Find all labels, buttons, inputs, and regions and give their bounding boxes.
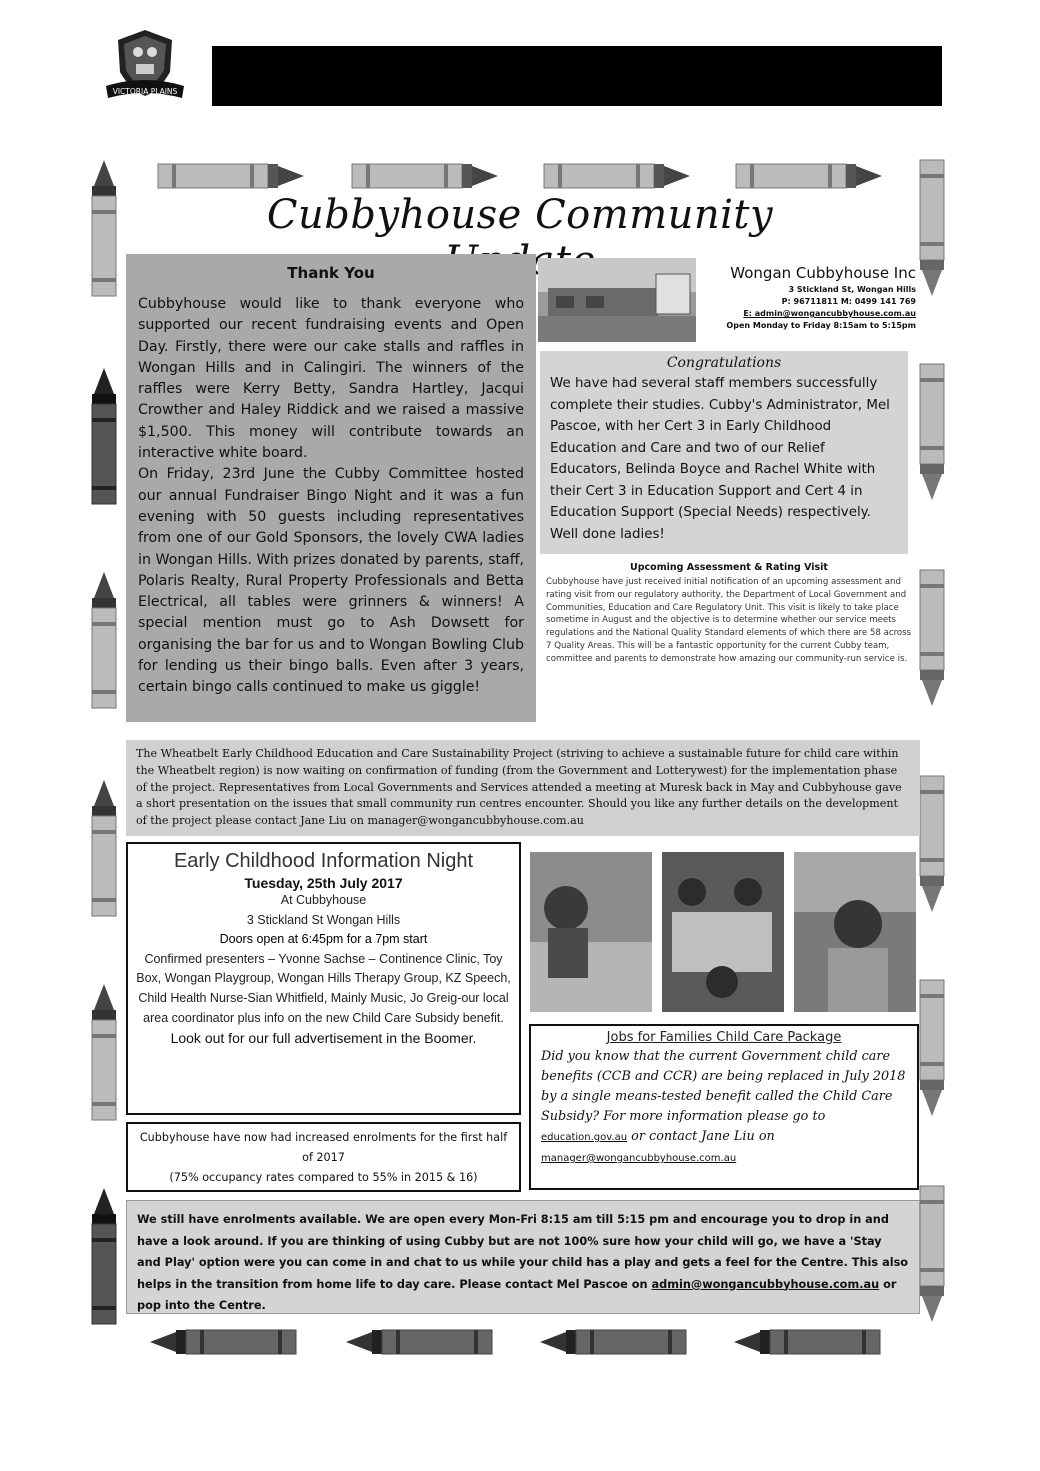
- jobs-for-families-box: [529, 1024, 919, 1190]
- jobs-body: [541, 1047, 907, 1169]
- org-email-link[interactable]: E: admin@wongancubbyhouse.com.au: [743, 309, 916, 318]
- photo-children-table: [662, 852, 784, 1012]
- page-title: Cubbyhouse Community: [266, 192, 774, 238]
- admin-email-link[interactable]: admin@wongancubbyhouse.com.au: [651, 1277, 880, 1291]
- congratulations-section: [540, 351, 908, 554]
- info-night-address: 3 Stickland St Wongan Hills: [246, 912, 401, 927]
- jobs-body-mid: or contact Jane Liu on: [631, 1129, 775, 1144]
- photo-child-drawing: [530, 852, 652, 1012]
- assessment-section: [546, 562, 912, 726]
- jobs-title: Jobs for Families Child Care Package: [606, 1030, 842, 1045]
- thank-you-para-2: On Friday, 23rd June the Cubby Committee hosted our annual Fundraiser Bingo Night and it was a fun evening with 50 guests including representatives from one of our Gold Sponsors, the lovely CWA ladies in Wongan Hills. With prizes donated by parents, staff, Polaris Realty, Rural Property Professionals and Betta Electrical, all tables were grinners & winners! A special mention must go to Ash Dowsett for organising the bar for us and to Wongan Bowling Club for lending us their bingo balls. Even after 3 years, certain bingo calls continued to make us giggle!: [138, 466, 524, 696]
- info-night-doors: Doors open at 6:45pm for a 7pm start: [219, 932, 428, 947]
- congratulations-body: We have had several staff members successfully complete their studies. Cubby's Administrator, Mel Pascoe, with her Cert 3 in Early Childhood Education and Care and two of our Relief Educators, Belinda Boyce and Rachel White with their Cert 3 in Education Support and Cert 4 in Education Support (Special Needs) respectively. Well done ladies!: [550, 376, 890, 542]
- info-night-footer: Look out for our full advertisement in the Boomer.: [170, 1030, 477, 1047]
- enrolments-available-section: [126, 1200, 920, 1314]
- manager-email-link[interactable]: manager@wongancubbyhouse.com.au: [541, 1153, 737, 1164]
- education-gov-link[interactable]: education.gov.au: [541, 1132, 628, 1143]
- info-night-title: Early Childhood Information Night: [173, 850, 474, 872]
- org-phone: P: 96711811 M: 0499 141 769: [781, 297, 916, 306]
- photo-child-playing: [794, 852, 916, 1012]
- info-night-venue: At Cubbyhouse: [280, 893, 367, 907]
- info-night-presenters: Confirmed presenters – Yvonne Sachse – Continence Clinic, Toy Box, Wongan Playgroup, Wongan Hills Therapy Group, KZ Speech, Child Health Nurse-Sian Whitfield, Mainly Music, Jo Greig-our local area coordinator plus info on the new Child Care Subsidy benefit.: [136, 951, 511, 1025]
- thank-you-heading: Thank You: [287, 264, 375, 282]
- enrolments-line-1: Cubbyhouse have now had increased enrolments for the first half of 2017: [139, 1131, 508, 1164]
- info-night-date: Tuesday, 25th July 2017: [244, 875, 403, 891]
- assessment-heading: Upcoming Assessment & Rating Visit: [630, 562, 828, 573]
- org-name: Wongan Cubbyhouse Inc: [730, 264, 916, 282]
- assessment-body: Cubbyhouse have just received initial notification of an upcoming assessment and rating visit from our regulatory authority, the Department of Local Government and Communities, Education and Care Regulatory Unit. This visit is likely to take place sometime in August and the objective is to determine whether our service meets regulations and the National Quality Standard elements of which there are 58 across 7 Quality Areas. This will be a fantastic opportunity for the current Cubby team, committee and parents to demonstrate how amazing our community-run service is.: [546, 577, 912, 664]
- org-hours: Open Monday to Friday 8:15am to 5:15pm: [726, 321, 916, 330]
- thank-you-para-1: Cubbyhouse would like to thank everyone who supported our recent fundraising events and Open Day. Firstly, there were our cake stalls and raffles in Wongan Hills and in Calingiri. The winners of the raffles were Kerry Betty, Sandra Hartley, Jacqui Crowther and Haley Riddick and we raised a massive $1,500. This money will contribute towards an interactive white board.: [138, 296, 524, 462]
- org-contact-block: [538, 258, 918, 348]
- org-address: 3 Stickland St, Wongan Hills: [788, 285, 916, 294]
- children-photos: [530, 852, 918, 1012]
- bottom-body: We still have enrolments available. We are open every Mon-Fri 8:15 am till 5:15 pm and encourage you to drop in and have a look around. If you are thinking of using Cubby but are not 100% sure how your child will go, we have a 'Stay and Play' option were you can come in and chat to us while your child has a play and gets a feel for the Centre. This also helps in the transition from home life to day care. Please contact Mel Pascoe on: [137, 1213, 909, 1291]
- svg-text:VICTORIA PLAINS: VICTORIA PLAINS: [112, 87, 178, 96]
- thank-you-section: [126, 254, 536, 722]
- enrolments-box: [126, 1122, 521, 1192]
- jobs-body-text: Did you know that the current Government child care benefits (CCB and CCR) are being replaced in July 2018 by a single means-tested benefit called the Child Care Subsidy? For more information please go to: [541, 1049, 906, 1124]
- info-night-box: [126, 842, 521, 1115]
- enrolments-line-2: (75% occupancy rates compared to 55% in 2015 & 16): [169, 1171, 478, 1184]
- building-photo: [538, 258, 696, 342]
- wheatbelt-project-section: The Wheatbelt Early Childhood Education and Care Sustainability Project (striving to achieve a sustainable future for child care within the Wheatbelt region) is now waiting on confirmation of funding (from the Government and Lotterywest) for the implementation phase of the project. Representatives from Local Governments and Services attended a meeting at Muresk back in May and Cubbyhouse gave a short presentation on the issues that small community run centres encounter. Should you like any further details on the development of the project please contact Jane Liu on manager@wongancubbyhouse.com.au: [126, 740, 920, 836]
- bottom-tail: or pop into the Centre.: [137, 1277, 897, 1312]
- congratulations-heading: Congratulations: [666, 355, 782, 371]
- org-info: [726, 264, 916, 332]
